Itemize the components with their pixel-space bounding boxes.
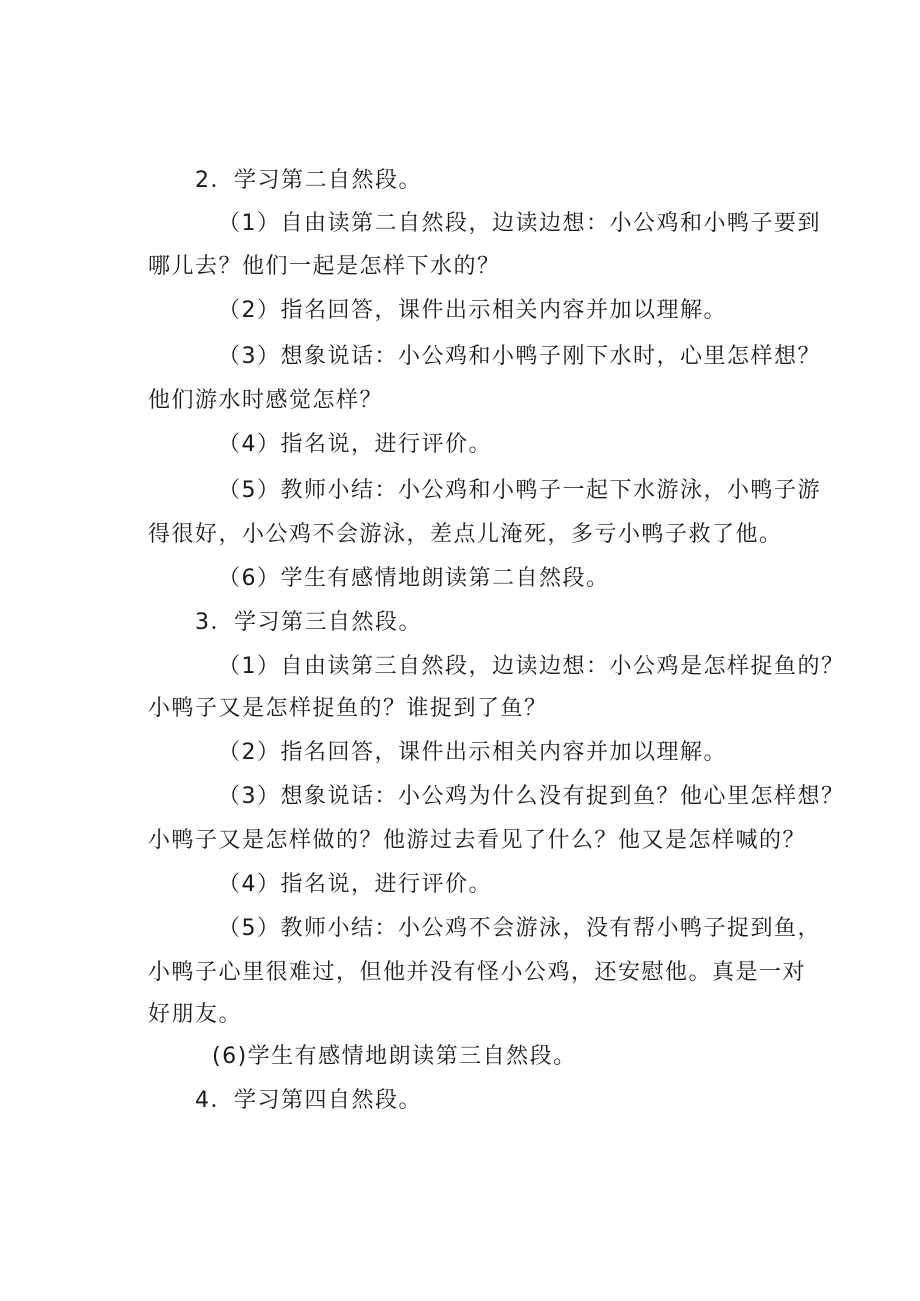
text-line: （2）指名回答，课件出示相关内容并加以理解。 bbox=[218, 740, 727, 765]
text-line: （6）学生有感情地朗读第二自然段。 bbox=[218, 566, 610, 591]
text-line: （1）自由读第二自然段，边读边想：小公鸡和小鸭子要到 bbox=[218, 211, 821, 236]
text-line: 4．学习第四自然段。 bbox=[195, 1088, 422, 1113]
text-line: (6)学生有感情地朗读第三自然段。 bbox=[212, 1044, 577, 1069]
text-line: （3）想象说话：小公鸡和小鸭子刚下水时，心里怎样想？ bbox=[218, 344, 821, 369]
text-line: （5）教师小结：小公鸡和小鸭子一起下水游泳，小鸭子游 bbox=[218, 478, 821, 503]
text-line: （5）教师小结：小公鸡不会游泳，没有帮小鸭子捉到鱼， bbox=[218, 916, 821, 941]
text-line: （2）指名回答，课件出示相关内容并加以理解。 bbox=[218, 298, 727, 323]
text-line: 哪儿去？他们一起是怎样下水的？ bbox=[148, 254, 501, 279]
text-line: 小鸭子又是怎样做的？他游过去看见了什么？他又是怎样喊的？ bbox=[148, 828, 807, 853]
text-line: （4）指名说，进行评价。 bbox=[218, 432, 492, 457]
text-line: 好朋友。 bbox=[148, 1002, 243, 1027]
text-line: （4）指名说，进行评价。 bbox=[218, 872, 492, 897]
text-line: 2．学习第二自然段。 bbox=[195, 168, 422, 193]
text-line: 他们游水时感觉怎样？ bbox=[148, 388, 384, 413]
text-line: 小鸭子又是怎样捉鱼的？谁捉到了鱼？ bbox=[148, 696, 548, 721]
text-line: 得很好，小公鸡不会游泳，差点儿淹死，多亏小鸭子救了他。 bbox=[148, 522, 783, 547]
text-line: （3）想象说话：小公鸡为什么没有捉到鱼？他心里怎样想？ bbox=[218, 784, 845, 809]
text-line: 3．学习第三自然段。 bbox=[195, 610, 422, 635]
text-line: 小鸭子心里很难过，但他并没有怪小公鸡，还安慰他。真是一对 bbox=[148, 960, 807, 985]
text-line: （1）自由读第三自然段，边读边想：小公鸡是怎样捉鱼的？ bbox=[218, 654, 845, 679]
